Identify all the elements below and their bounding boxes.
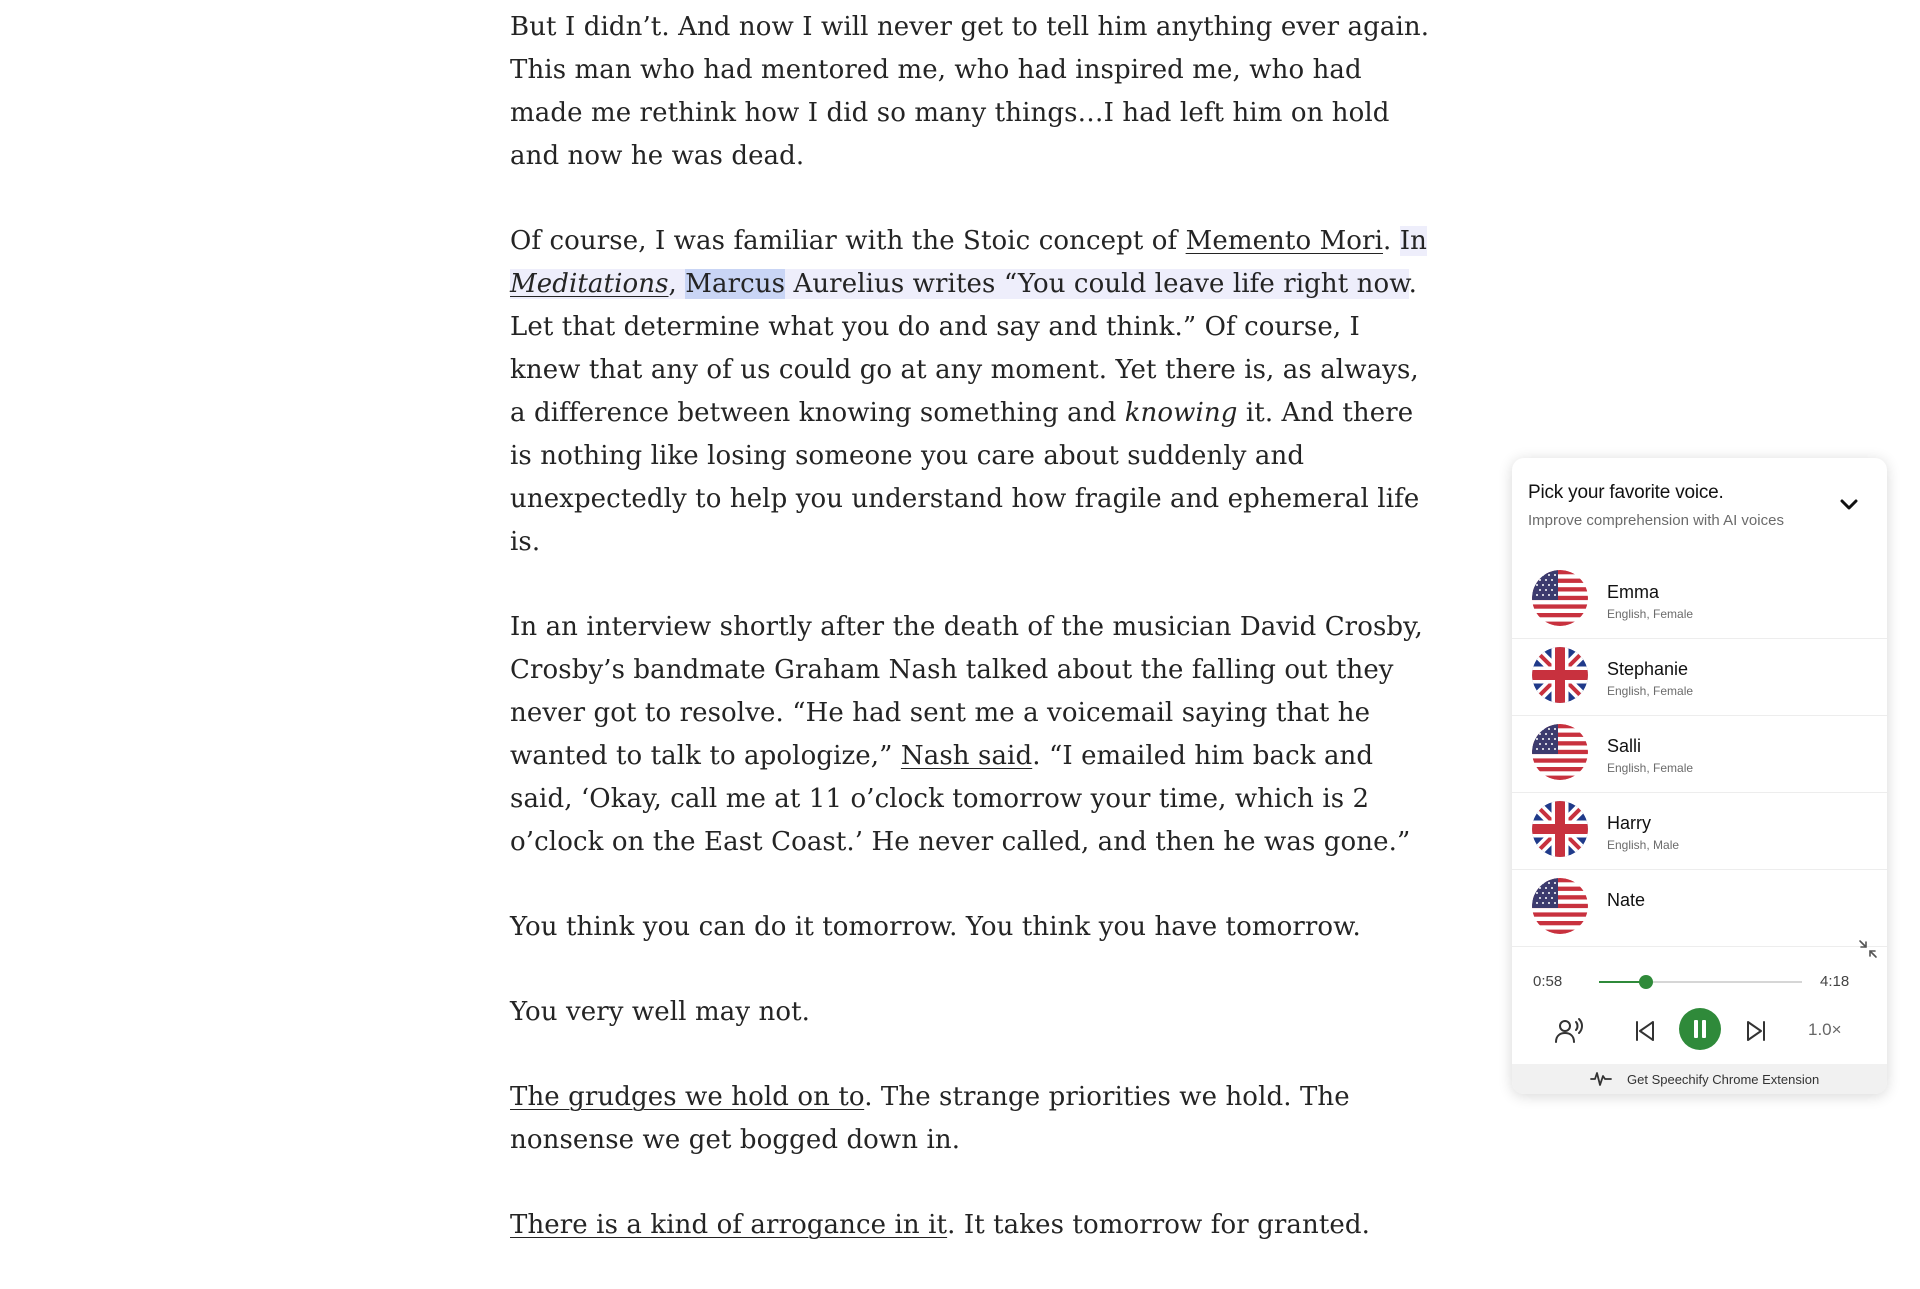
paragraph-2-text: In [1399,226,1427,256]
voice-name: Stephanie [1607,659,1689,679]
voice-name: Salli [1607,736,1642,756]
chrome-extension-banner[interactable] [1512,1064,1887,1094]
voice-option-stephanie[interactable] [1512,639,1887,716]
paragraph-3-text: In an interview shortly after the death of the musician David Crosby, Crosby’s bandmate Graham Nash talked about the falling out they never got to resolve. “He had sent me a voicemail saying that he wanted to talk to apologize,” [510,612,1423,771]
pause-button[interactable] [1679,1008,1721,1050]
paragraph-2-text: Of course, I was familiar with the Stoic concept of [510,226,1186,256]
arrogance-link[interactable]: There is a kind of arrogance in it [510,1210,948,1240]
paragraph-6 [510,1076,1430,1162]
speechify-logo-icon [1590,1070,1612,1088]
us-flag-icon [1532,878,1588,934]
voice-option-emma[interactable] [1512,562,1887,639]
highlighted-word: Marcus [685,269,786,299]
voice-person-icon [1552,1014,1586,1048]
paragraph-7-text: . It takes tomorrow for granted. [947,1210,1371,1240]
voice-option-salli[interactable] [1512,716,1887,793]
us-flag-icon [1532,724,1588,780]
voice-description: English, Female [1607,607,1694,621]
paragraph-5: You very well may not. [510,997,810,1027]
voice-description: English, Female [1607,684,1694,698]
progress-handle[interactable] [1639,975,1653,989]
memento-mori-link[interactable]: Memento Mori [1185,226,1383,256]
paragraph-2 [510,220,1430,564]
paragraph-2-text: it. And there is nothing like losing someone you care about suddenly and unexpectedly to help you understand how fragile and ephemeral life is. [510,398,1420,557]
paragraph-7 [510,1204,1430,1247]
nash-said-link[interactable]: Nash said [900,741,1033,771]
voice-option-nate[interactable] [1512,870,1887,947]
voice-name: Emma [1607,582,1660,602]
paragraph-6-text: . The strange priorities we hold. The nonsense we get bogged down in. [510,1082,1350,1155]
previous-button[interactable] [1632,1018,1658,1044]
skip-forward-icon [1743,1018,1769,1044]
chevron-down-icon [1834,490,1864,520]
uk-flag-icon [1532,647,1588,703]
minimize-button[interactable] [1857,938,1879,960]
widget-subtitle: Improve comprehension with AI voices [1528,512,1784,529]
collapse-button[interactable] [1834,490,1864,520]
widget-title: Pick your favorite voice. [1528,482,1724,503]
us-flag-icon [1532,570,1588,626]
voice-list [1512,562,1887,947]
speechify-widget [1512,458,1887,1094]
skip-back-icon [1632,1018,1658,1044]
next-button[interactable] [1743,1018,1769,1044]
minimize-arrows-icon [1857,938,1879,960]
voice-select-button[interactable] [1552,1014,1586,1048]
paragraph-4: You think you can do it tomorrow. You think you have tomorrow. [510,912,1361,942]
paragraph-3-text: . “I emailed him back and said, ‘Okay, call me at 11 o’clock tomorrow your time, which is 2 o’clock on the East Coast.’ He never called, and then he was gone.” [510,741,1411,857]
voice-name: Harry [1607,813,1651,833]
paragraph-2-text: . Let that determine what you do and say and think.” Of course, I knew that any of us could go at any moment. Yet there is, as always, a difference between knowing something and [510,269,1419,428]
paragraph-3 [510,606,1430,864]
voice-option-harry[interactable] [1512,793,1887,870]
uk-flag-icon [1532,801,1588,857]
meditations-link[interactable]: Meditations [510,269,669,299]
article-body [510,6,1430,1289]
total-time: 4:18 [1820,973,1850,990]
chrome-extension-text: Get Speechify Chrome Extension [1627,1072,1820,1087]
emphasis-knowing: knowing [1124,398,1238,428]
current-time: 0:58 [1533,973,1563,990]
voice-description: English, Male [1607,838,1680,852]
speed-button[interactable]: 1.0× [1808,1020,1842,1039]
paragraph-2-text: . [1383,226,1400,256]
progress-bar[interactable] [1599,981,1802,983]
voice-name: Nate [1607,890,1646,910]
grudges-link[interactable]: The grudges we hold on to [510,1082,865,1112]
paragraph-2-text: , [668,269,677,299]
paragraph-1: But I didn’t. And now I will never get to tell him anything ever again. This man who had mentored me, who had inspired me, who had made me rethink how I did so many things…I had left him on hold and now he was dead. [510,12,1430,171]
paragraph-2-text: Aurelius writes “You could leave life right now [785,269,1409,299]
pause-icon [1679,1008,1721,1050]
voice-description: English, Female [1607,761,1694,775]
